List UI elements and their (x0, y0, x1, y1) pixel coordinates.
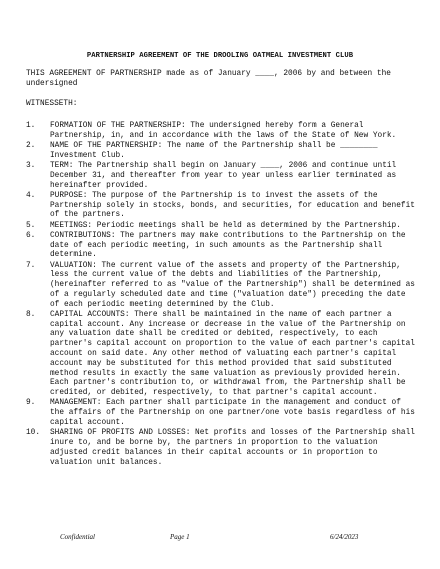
clause-number: 10. (26, 429, 41, 438)
clause-text: CAPITAL ACCOUNTS: There shall be maintained in the name of each partner a capital account. Any increase or decrease in the value of the Partnership on any valuation date shall be credited or debited, respectively, to each partner's capital account on proportion to the value of each partner's capital account on said date. Any other method of valuating each partner's capital account may be substituted for this method provided that said substituted method results in exactly the same valuation as previously provided herein. Each partner's contribution to, or withdrawal from, the Partnership shall be credited, or debited, respectively, to that partner's capital account. (50, 310, 415, 398)
clause-number: 4. (26, 191, 36, 200)
clause-item (26, 192, 418, 221)
clause-text: PURPOSE: The purpose of the Partnership is to invest the assets of the Partnership solely in stocks, bonds, and securities, for education and benefit of the partners. (50, 191, 415, 220)
clause-text: FORMATION OF THE PARTNERSHIP: The undersigned hereby form a General Partnership, in, and in accordance with the laws of the State of New York. (50, 122, 397, 140)
witnesseth-heading: WITNESSETH: (26, 100, 78, 108)
clause-text: MEETINGS: Periodic meetings shall be held as determined by the Partnership. (50, 221, 401, 230)
clause-number: 1. (26, 122, 36, 130)
clause-text: MANAGEMENT: Each partner shall participate in the management and conduct of the affairs of the Partnership on one partner/one vote basis regardless of his capital account. (50, 399, 415, 428)
clause-text: CONTRIBUTIONS: The partners may make contributions to the Partnership on the date of each periodic meeting, in such amounts as the Partnership shall determine. (50, 231, 406, 260)
page-footer (0, 533, 440, 543)
clause-item (26, 399, 418, 428)
clause-number: 6. (26, 231, 36, 240)
intro-paragraph: THIS AGREEMENT OF PARTNERSHIP made as of January ____, 2006 by and between the undersigned (26, 70, 391, 88)
footer-confidential: Confidential (60, 533, 95, 541)
clause-text: TERM: The Partnership shall begin on January ____, 2006 and continue until December 31, and thereafter from year to year unless earlier terminated as hereinafter provided. (50, 161, 397, 190)
clause-number: 3. (26, 161, 36, 170)
clause-item (26, 311, 418, 399)
clause-item (26, 122, 418, 142)
clause-item (26, 162, 418, 191)
clause-item (26, 142, 418, 162)
clause-list (26, 122, 418, 469)
clause-number: 7. (26, 261, 36, 270)
clause-text: NAME OF THE PARTNERSHIP: The name of the Partnership shall be ________ Investment Club. (50, 141, 378, 160)
clause-number: 2. (26, 141, 36, 150)
footer-page-number: Page 1 (170, 533, 190, 541)
clause-number: 8. (26, 310, 36, 319)
document-title: PARTNERSHIP AGREEMENT OF THE DROOLING OATMEAL INVESTMENT CLUB (86, 52, 354, 60)
clause-number: 5. (26, 221, 36, 230)
clause-number: 9. (26, 399, 36, 408)
clause-item (26, 222, 418, 232)
footer-date: 6/24/2023 (330, 533, 359, 541)
clause-item (26, 262, 418, 311)
clause-text: VALUATION: The current value of the assets and property of the Partnership, less the current value of the debts and liabilities of the Partnership, (hereinafter referred to as "value of the Partnership") shall be determined as of a regularly scheduled date and time ("valuation date") preceding the date of each periodic meeting determined by the Club. (50, 261, 415, 309)
clause-item (26, 429, 418, 468)
clause-text: SHARING OF PROFITS AND LOSSES: Net profits and losses of the Partnership shall inure to, and be borne by, the partners in proportion to the valuation adjusted credit balances in their capital accounts or in proportion to valuation unit balances. (50, 429, 415, 467)
clause-item (26, 232, 418, 261)
